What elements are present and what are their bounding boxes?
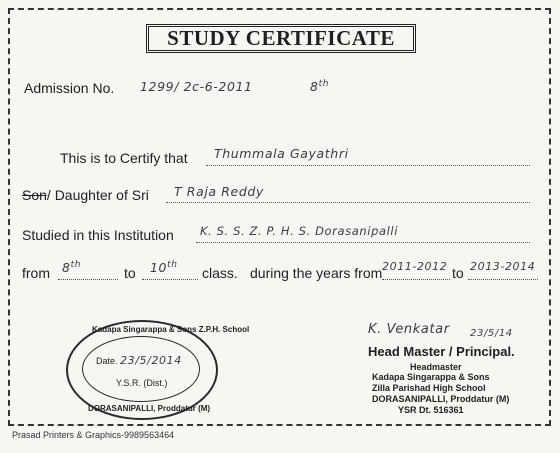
stamp-district: Y.S.R. (Dist.) — [116, 378, 168, 388]
stamp-top-text: Kadapa Singarappa & Sons Z.P.H. School — [92, 325, 250, 334]
to-line — [142, 279, 198, 280]
handwritten-signature: K. Venkatar — [368, 322, 450, 337]
student-name: Thummala Gayathri — [214, 146, 349, 161]
admission-label: Admission No. — [24, 80, 115, 96]
year-from-line — [382, 279, 450, 280]
parent-label: Son/ Daughter of Sri — [22, 187, 149, 203]
seal-line-4: DORASANIPALLI, Proddatur (M) — [372, 394, 510, 404]
seal-line-5: YSR Dt. 516361 — [398, 405, 464, 415]
year-to-value: 2013-2014 — [470, 260, 536, 273]
stamp-bottom-text: DORASANIPALLI, Proddatur (M) — [88, 404, 211, 413]
seal-line-1: Headmaster — [410, 362, 462, 372]
year-from-value: 2011-2012 — [382, 260, 448, 273]
from-class-value: 8th — [62, 260, 81, 276]
from-label: from — [22, 265, 50, 281]
admission-value: 1299/ 2c-6-2011 — [140, 79, 253, 94]
printer-footer: Prasad Printers & Graphics-9989563464 — [12, 430, 175, 440]
school-stamp-inner-ring — [82, 336, 200, 402]
signature-date: 23/5/14 — [470, 328, 513, 339]
from-line — [58, 279, 118, 280]
seal-line-2: Kadapa Singarappa & Sons — [372, 372, 490, 382]
to-class-value: 10th — [150, 260, 178, 276]
years-label: during the years from — [250, 265, 383, 281]
to-label: to — [124, 265, 136, 281]
head-master-title: Head Master / Principal. — [368, 344, 515, 359]
parent-name: T Raja Reddy — [174, 184, 264, 199]
institution-name: K. S. S. Z. P. H. S. Dorasanipalli — [200, 224, 399, 238]
seal-line-3: Zilla Parishad High School — [372, 383, 486, 393]
class-label: class. — [202, 265, 238, 281]
stamp-date: Date. 23/5/2014 — [96, 354, 182, 367]
institution-line — [196, 242, 530, 243]
parent-line — [166, 202, 530, 203]
certificate-title: STUDY CERTIFICATE — [146, 24, 416, 53]
year-to-label: to — [452, 265, 464, 281]
admission-extra: 8th — [310, 79, 329, 95]
year-to-line — [468, 279, 538, 280]
certify-line — [206, 165, 530, 166]
certify-label: This is to Certify that — [60, 150, 188, 166]
institution-label: Studied in this Institution — [22, 227, 174, 243]
